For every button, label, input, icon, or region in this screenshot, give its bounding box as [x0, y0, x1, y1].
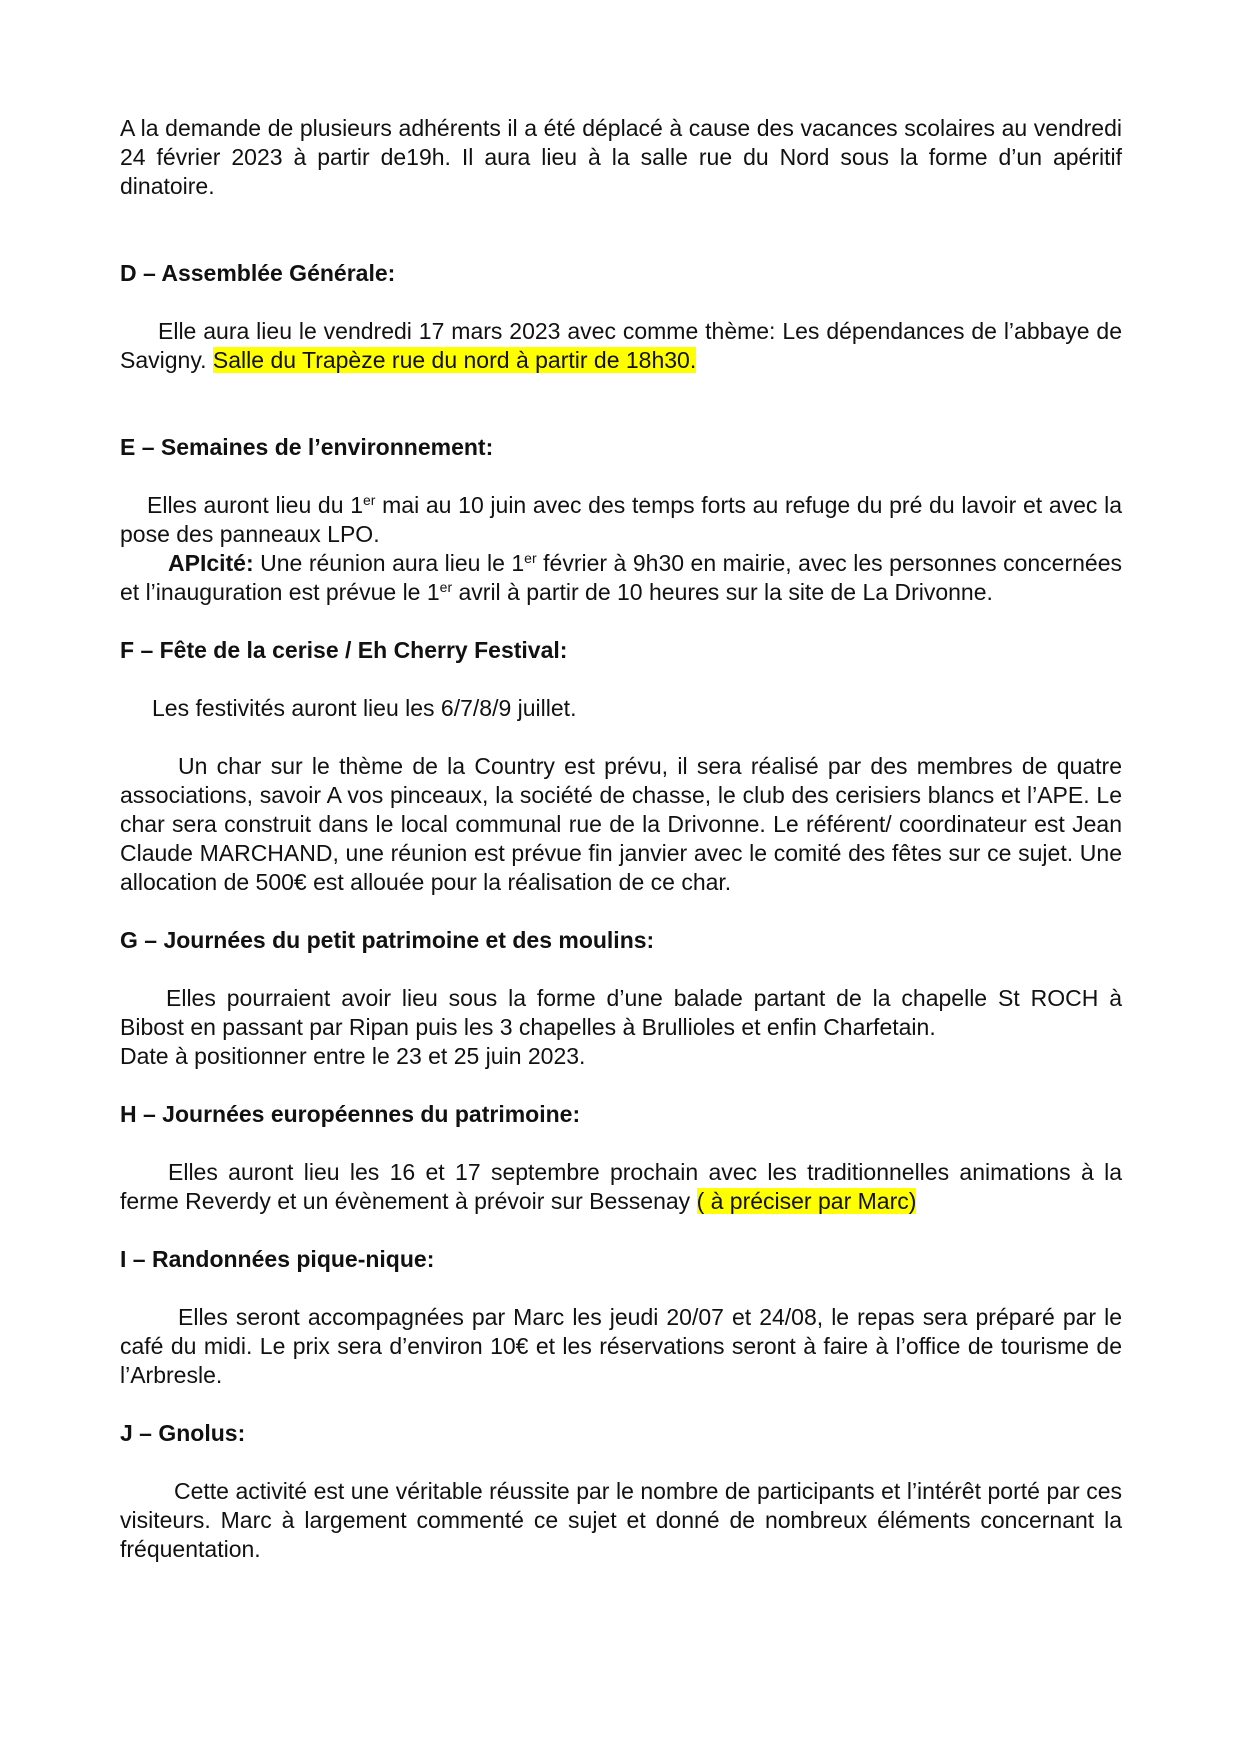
europeennes-text: Elles auront lieu les 16 et 17 septembre prochain avec les traditionnelles animations à la ferme Reverdy et un évènement à prévoir sur Bessenay: [120, 1159, 1122, 1214]
europeennes-paragraph: [120, 1158, 1122, 1216]
assemblee-text: Elle aura lieu le vendredi 17 mars 2023 avec comme thème: Les dépendances de l’abbaye de Savigny.: [120, 318, 1122, 373]
apicite-label: APIcité:: [168, 550, 254, 576]
patrimoine-paragraph-2: Date à positionner entre le 23 et 25 juin 2023.: [120, 1043, 586, 1069]
intro-paragraph: A la demande de plusieurs adhérents il a été déplacé à cause des vacances scolaires au vendredi 24 février 2023 à partir de19h. Il aura lieu à la salle rue du Nord sous la forme d’un apéritif dinatoire.: [120, 115, 1122, 199]
apicite-text-b: février à 9h30 en mairie, avec les personnes concernées et l’inauguration est prévue le 1: [120, 550, 1122, 605]
assemblee-paragraph: [120, 317, 1122, 375]
environnement-paragraph-1: [120, 491, 1122, 549]
apicite-paragraph: [120, 549, 1122, 607]
apicite-sup-2: er: [439, 579, 453, 595]
gnolus-paragraph: Cette activité est une véritable réussite par le nombre de participants et l’intérêt porté par ces visiteurs. Marc à largement commenté ce sujet et donné de nombreux éléments concernant la fréquentation.: [120, 1478, 1122, 1562]
fete-paragraph-1: Les festivités auront lieu les 6/7/8/9 juillet.: [152, 695, 577, 721]
environnement-text-a: Elles auront lieu du 1: [147, 492, 363, 518]
heading-semaines-environnement: E – Semaines de l’environnement:: [120, 434, 494, 460]
apicite-sup-1: er: [524, 550, 537, 566]
randonnees-paragraph: Elles seront accompagnées par Marc les jeudi 20/07 et 24/08, le repas sera préparé par le café du midi. Le prix sera d’environ 10€ et les réservations seront à faire à l’office de tourisme de l’Arbresle.: [120, 1304, 1122, 1388]
heading-fete-cerise: F – Fête de la cerise / Eh Cherry Festival:: [120, 637, 568, 663]
heading-randonnees: I – Randonnées pique-nique:: [120, 1246, 435, 1272]
heading-journees-europeennes: H – Journées européennes du patrimoine:: [120, 1101, 581, 1127]
apicite-text-a: Une réunion aura lieu le 1: [253, 550, 525, 576]
apicite-text-c: avril à partir de 10 heures sur la site de La Drivonne.: [452, 579, 993, 605]
fete-paragraph-2: Un char sur le thème de la Country est prévu, il sera réalisé par des membres de quatre associations, savoir A vos pinceaux, la société de chasse, le club des cerisiers blancs et l’APE. Le char sera construit dans le local communal rue de la Drivonne. Le référent/ coordinateur est Jean Claude MARCHAND, une réunion est prévue fin janvier avec le comité des fêtes sur ce sujet. Une allocation de 500€ est allouée pour la réalisation de ce char.: [120, 753, 1122, 895]
heading-petit-patrimoine: G – Journées du petit patrimoine et des moulins:: [120, 927, 655, 953]
heading-gnolus: J – Gnolus:: [120, 1420, 246, 1446]
assemblee-highlight: Salle du Trapèze rue du nord à partir de 18h30.: [212, 347, 697, 373]
europeennes-highlight: ( à préciser par Marc): [696, 1188, 917, 1214]
environnement-text-b: mai au 10 juin avec des temps forts au refuge du pré du lavoir et avec la pose des panneaux LPO.: [120, 492, 1123, 547]
patrimoine-paragraph-1: Elles pourraient avoir lieu sous la forme d’une balade partant de la chapelle St ROCH à Bibost en passant par Ripan puis les 3 chapelles à Brullioles et enfin Charfetain.: [120, 985, 1122, 1040]
environnement-sup: er: [363, 492, 376, 508]
heading-assemblee-generale: D – Assemblée Générale:: [120, 260, 396, 286]
